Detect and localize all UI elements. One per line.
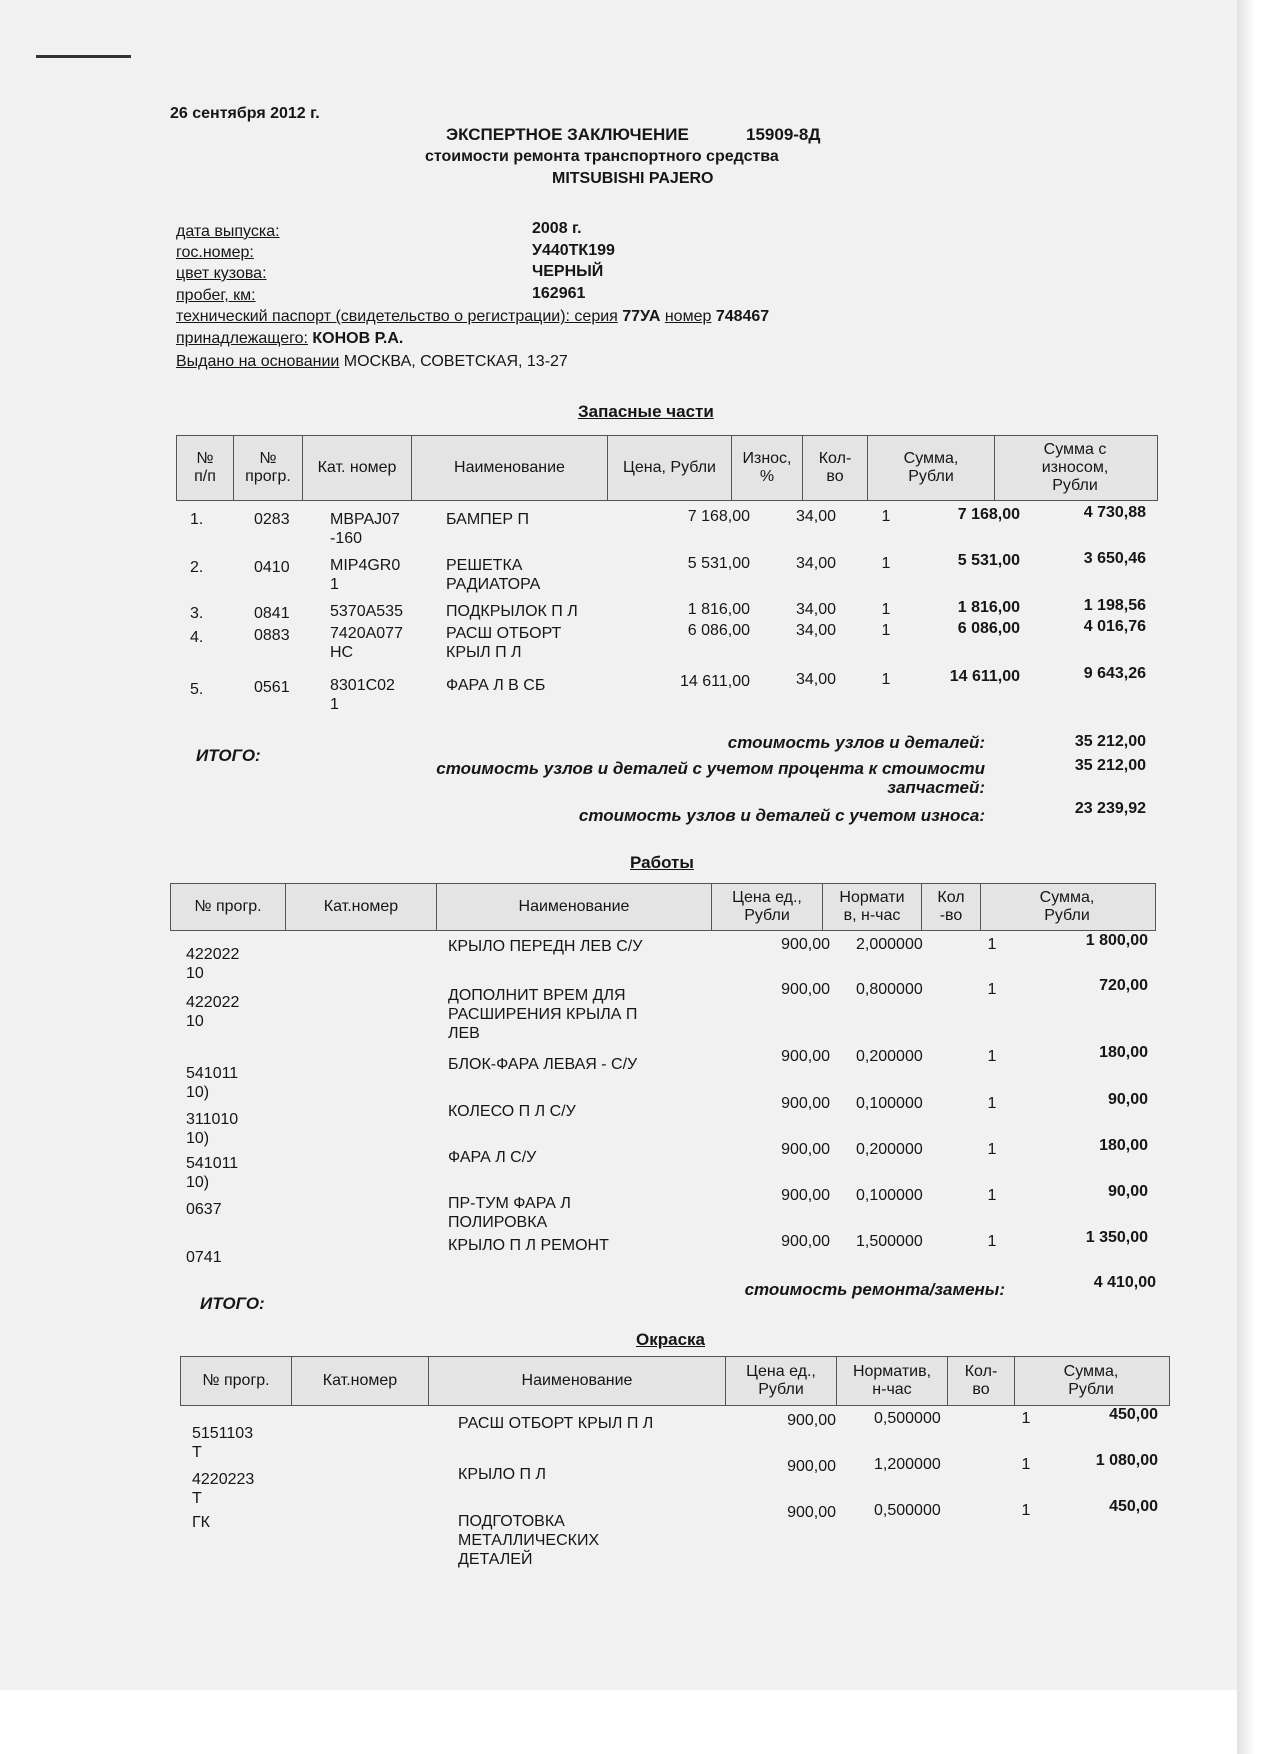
document-number: 15909-8Д <box>746 125 821 144</box>
works-name: БЛОК-ФАРА ЛЕВАЯ - С/У <box>448 1056 638 1073</box>
paint-name: ПОДГОТОВКА МЕТАЛЛИЧЕСКИХ ДЕТАЛЕЙ <box>458 1513 600 1568</box>
works-price: 900,00 <box>781 1095 830 1112</box>
passport-number: 748467 <box>715 308 770 325</box>
parts-prog: 0410 <box>254 559 290 576</box>
works-name: КОЛЕСО П Л С/У <box>448 1103 576 1120</box>
plate-label: гос.номер: <box>176 244 254 261</box>
page-edge <box>1237 0 1255 1754</box>
parts-sum: 14 611,00 <box>949 668 1020 685</box>
works-table-header <box>170 883 1156 931</box>
parts-table-header <box>176 435 1158 501</box>
works-qty: 1 <box>987 1048 997 1065</box>
works-price: 900,00 <box>781 936 830 953</box>
works-name: ПР-ТУМ ФАРА Л ПОЛИРОВКА <box>448 1195 571 1231</box>
parts-wear: 34,00 <box>795 508 836 525</box>
parts-qty: 1 <box>881 555 891 572</box>
parts-col-sum: Сумма, Рубли <box>903 450 959 485</box>
issued-label: Выдано на основании <box>176 353 340 370</box>
parts-qty: 1 <box>881 671 891 688</box>
parts-col-n: № п/п <box>194 450 216 485</box>
color-label: цвет кузова: <box>176 265 267 282</box>
document-date: 26 сентября 2012 г. <box>170 105 320 122</box>
parts-cat: MIP4GR0 1 <box>330 557 401 593</box>
parts-name: БАМПЕР П <box>446 511 529 528</box>
issued-line <box>176 353 568 371</box>
passport-series: 77УА <box>622 308 661 325</box>
works-norm: 2,000000 <box>856 936 923 953</box>
parts-col-name: Наименование <box>454 459 565 476</box>
works-total-value: 4 410,00 <box>1093 1274 1156 1291</box>
parts-qty: 1 <box>881 601 891 618</box>
parts-cat: 5370A535 <box>330 603 403 620</box>
works-price: 900,00 <box>781 1233 830 1250</box>
parts-price: 1 816,00 <box>687 601 750 618</box>
paint-col-prog: № прогр. <box>202 1372 270 1389</box>
works-prog: 422022 10 <box>186 994 240 1030</box>
works-prog: 541011 10) <box>186 1065 239 1101</box>
works-sum: 1 350,00 <box>1085 1229 1148 1246</box>
year-label: дата выпуска: <box>176 223 280 240</box>
parts-n: 4. <box>190 629 204 646</box>
parts-price: 7 168,00 <box>687 508 750 525</box>
parts-total-label: ИТОГО: <box>196 746 261 765</box>
parts-sum: 7 168,00 <box>957 506 1020 523</box>
parts-total-text: стоимость узлов и деталей с учетом износа: <box>578 806 985 825</box>
issued-value: МОСКВА, СОВЕТСКАЯ, 13-27 <box>343 353 568 370</box>
works-total-text: стоимость ремонта/замены: <box>744 1280 1005 1299</box>
works-qty: 1 <box>987 981 997 998</box>
paint-col-price: Цена ед., Рубли <box>746 1363 816 1398</box>
passport-number-label: номер <box>664 308 712 325</box>
works-qty: 1 <box>987 936 997 953</box>
works-prog: 0637 <box>186 1201 222 1218</box>
paint-sum: 450,00 <box>1109 1498 1158 1515</box>
works-prog: 0741 <box>186 1249 222 1266</box>
works-qty: 1 <box>987 1095 997 1112</box>
works-prog: 422022 10 <box>186 946 240 982</box>
passport-line <box>176 308 769 326</box>
paint-section-title: Окраска <box>636 1330 705 1349</box>
parts-price: 6 086,00 <box>687 622 750 639</box>
works-qty: 1 <box>987 1141 997 1158</box>
parts-col-cat: Кат. номер <box>317 459 397 476</box>
parts-name: РАСШ ОТБОРТ КРЫЛ П Л <box>446 625 562 661</box>
paint-prog: ГК <box>192 1514 210 1531</box>
owner-line <box>176 330 403 348</box>
paint-col-name: Наименование <box>521 1372 633 1389</box>
parts-wear: 34,00 <box>795 555 836 572</box>
year-value: 2008 г. <box>532 220 582 237</box>
works-name: КРЫЛО П Л РЕМОНТ <box>448 1237 609 1254</box>
parts-col-price: Цена, Рубли <box>623 459 716 476</box>
works-norm: 0,800000 <box>856 981 923 998</box>
paint-prog: 4220223 Т <box>192 1471 255 1507</box>
parts-qty: 1 <box>881 508 891 525</box>
paint-norm: 1,200000 <box>874 1456 941 1473</box>
works-section-title: Работы <box>630 853 694 872</box>
parts-wear: 34,00 <box>795 671 836 688</box>
paint-sum: 450,00 <box>1109 1406 1158 1423</box>
parts-price: 5 531,00 <box>687 555 750 572</box>
parts-col-wear: Износ, % <box>742 450 792 485</box>
owner-label: принадлежащего: <box>176 330 308 347</box>
works-norm: 1,500000 <box>856 1233 923 1250</box>
parts-total-value: 23 239,92 <box>1074 800 1146 817</box>
parts-total-text: стоимость узлов и деталей с учетом процента к стоимости запчастей: <box>436 759 985 797</box>
works-sum: 180,00 <box>1099 1044 1148 1061</box>
parts-name: РЕШЕТКА РАДИАТОРА <box>446 557 541 593</box>
works-sum: 90,00 <box>1107 1183 1148 1200</box>
paint-col-sum: Сумма, Рубли <box>1063 1363 1119 1398</box>
works-total-label: ИТОГО: <box>200 1294 265 1313</box>
paint-name: КРЫЛО П Л <box>458 1466 546 1483</box>
parts-prog: 0561 <box>254 679 290 696</box>
scan-mark <box>36 55 131 58</box>
works-norm: 0,200000 <box>856 1141 923 1158</box>
paint-norm: 0,500000 <box>874 1410 941 1427</box>
works-col-name: Наименование <box>518 898 630 915</box>
works-price: 900,00 <box>781 1141 830 1158</box>
parts-col-qty: Кол- во <box>818 450 852 485</box>
parts-total-value: 35 212,00 <box>1074 757 1146 774</box>
document-subtitle: стоимости ремонта транспортного средства <box>425 148 779 165</box>
works-sum: 180,00 <box>1099 1137 1148 1154</box>
color-value: ЧЕРНЫЙ <box>532 263 604 280</box>
paint-norm: 0,500000 <box>874 1502 941 1519</box>
parts-sum-wear: 3 650,46 <box>1083 550 1146 567</box>
parts-name: ПОДКРЫЛОК П Л <box>446 603 578 620</box>
parts-n: 5. <box>190 681 204 698</box>
parts-cat: 8301C02 1 <box>330 677 395 713</box>
paint-qty: 1 <box>1021 1410 1031 1427</box>
parts-sum-wear: 4 016,76 <box>1083 618 1146 635</box>
works-name: ФАРА Л С/У <box>448 1149 537 1166</box>
paint-qty: 1 <box>1021 1456 1031 1473</box>
parts-n: 1. <box>190 511 204 528</box>
parts-n: 2. <box>190 559 204 576</box>
works-price: 900,00 <box>781 1048 830 1065</box>
works-price: 900,00 <box>781 981 830 998</box>
parts-sum: 1 816,00 <box>957 599 1020 616</box>
parts-name: ФАРА Л В СБ <box>446 677 546 694</box>
mileage-label: пробег, км: <box>176 287 256 304</box>
parts-prog: 0283 <box>254 511 290 528</box>
parts-sum-wear: 1 198,56 <box>1083 597 1146 614</box>
works-prog: 311010 10) <box>186 1111 239 1147</box>
passport-label: технический паспорт (свидетельство о регистрации): серия <box>176 308 618 325</box>
works-qty: 1 <box>987 1187 997 1204</box>
works-sum: 720,00 <box>1099 977 1148 994</box>
parts-col-sum-wear: Сумма с износом, Рубли <box>1041 441 1109 494</box>
parts-cat: MBPAJ07 -160 <box>330 511 400 547</box>
paint-name: РАСШ ОТБОРТ КРЫЛ П Л <box>458 1415 654 1432</box>
parts-wear: 34,00 <box>795 601 836 618</box>
works-col-price: Цена ед., Рубли <box>732 889 802 924</box>
parts-n: 3. <box>190 605 204 622</box>
works-col-prog: № прогр. <box>194 898 262 915</box>
paint-price: 900,00 <box>787 1412 836 1429</box>
parts-qty: 1 <box>881 622 891 639</box>
works-prog: 541011 10) <box>186 1155 239 1191</box>
works-sum: 1 800,00 <box>1085 932 1148 949</box>
parts-price: 14 611,00 <box>680 673 750 690</box>
document-title: ЭКСПЕРТНОЕ ЗАКЛЮЧЕНИЕ <box>446 125 689 144</box>
paint-prog: 5151103 Т <box>192 1425 254 1461</box>
works-name: КРЫЛО ПЕРЕДН ЛЕВ С/У <box>448 938 643 955</box>
owner-value: КОНОВ Р.А. <box>312 330 404 347</box>
paint-sum: 1 080,00 <box>1095 1452 1158 1469</box>
paint-col-cat: Кат.номер <box>322 1372 398 1389</box>
parts-section-title: Запасные части <box>578 402 714 421</box>
paint-qty: 1 <box>1021 1502 1031 1519</box>
works-sum: 90,00 <box>1107 1091 1148 1108</box>
works-name: ДОПОЛНИТ ВРЕМ ДЛЯ РАСШИРЕНИЯ КРЫЛА П ЛЕВ <box>448 987 638 1042</box>
paint-price: 900,00 <box>787 1504 836 1521</box>
works-norm: 0,200000 <box>856 1048 923 1065</box>
paint-col-qty: Кол- во <box>964 1363 998 1398</box>
parts-cat: 7420A077 HC <box>330 625 403 661</box>
parts-sum: 5 531,00 <box>957 552 1020 569</box>
works-norm: 0,100000 <box>856 1187 923 1204</box>
works-col-qty: Кол -во <box>937 889 965 924</box>
parts-wear: 34,00 <box>795 622 836 639</box>
parts-total-value: 35 212,00 <box>1074 733 1146 750</box>
paint-table-header <box>180 1356 1170 1406</box>
parts-sum-wear: 4 730,88 <box>1083 504 1146 521</box>
works-col-norm: Нормати в, н-час <box>839 889 905 924</box>
parts-sum-wear: 9 643,26 <box>1083 665 1146 682</box>
works-qty: 1 <box>987 1233 997 1250</box>
vehicle-model: MITSUBISHI PAJERO <box>552 170 714 187</box>
parts-prog: 0883 <box>254 627 290 644</box>
works-col-cat: Кат.номер <box>323 898 399 915</box>
works-col-sum: Сумма, Рубли <box>1039 889 1095 924</box>
parts-prog: 0841 <box>254 605 290 622</box>
mileage-value: 162961 <box>532 285 586 302</box>
works-norm: 0,100000 <box>856 1095 923 1112</box>
plate-value: У440ТК199 <box>532 242 615 259</box>
paint-col-norm: Норматив, н-час <box>852 1363 932 1398</box>
paint-price: 900,00 <box>787 1458 836 1475</box>
works-price: 900,00 <box>781 1187 830 1204</box>
parts-sum: 6 086,00 <box>957 620 1020 637</box>
parts-total-text: стоимость узлов и деталей: <box>727 733 985 752</box>
parts-col-prog: № прогр. <box>245 450 291 485</box>
